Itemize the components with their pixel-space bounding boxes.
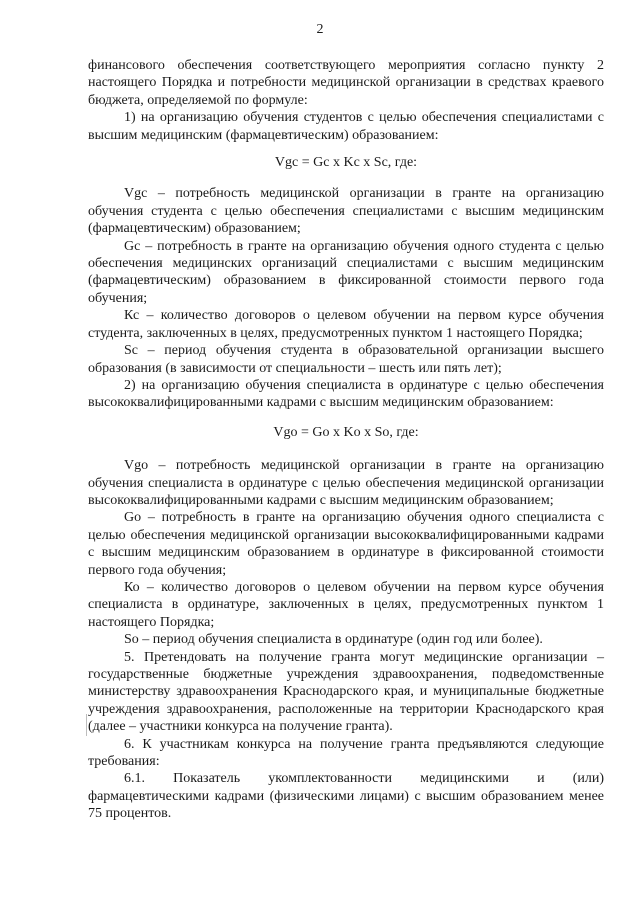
paragraph-item-2-residency: 2) на организацию обучения специалиста в ординатуре с целью обеспечения высококвалифицированными кадрами с высшим медицинским образованием:	[88, 377, 604, 411]
formula-vgo: Vgo = Go x Ko x So, где:	[273, 424, 419, 440]
definition-ko: Ко – количество договоров о целевом обучении на первом курсе обучения специалиста в ординатуре, заключенных в целях, предусмотренных пунктом 1 настоящего Порядка;	[88, 579, 604, 630]
clause-5-eligible-organizations: 5. Претендовать на получение гранта могут медицинские организации – государственные бюджетные учреждения здравоохранения, подведомственные министерству здравоохранения Краснодарского края, и муниципальные бюджетные учреждения здравоохранения, расположенные на территории Краснодарского края (далее – участники конкурса на получение гранта).	[88, 649, 604, 735]
definition-go: Go – потребность в гранте на организацию обучения одного специалиста с целью обеспечения медицинской организации высококвалифицированными кадрами с высшим медицинским образованием в ординатуре в фиксированной стоимости первого года обучения;	[88, 510, 604, 578]
definition-vgc: Vgc – потребность медицинской организации в гранте на организацию обучения студента с целью обеспечения специалистами с высшим медицинским (фармацевтическим) образованием;	[88, 186, 604, 237]
document-body	[88, 57, 604, 823]
formula-vgc: Vgc = Gc x Kc x Sc, где:	[274, 155, 418, 171]
scan-margin-mark	[86, 714, 87, 736]
clause-6-1-staffing-indicator: 6.1. Показатель укомплектованности медицинскими и (или) фармацевтическими кадрами (физическими лицами) с высшим образованием менее 75 процентов.	[88, 771, 604, 822]
definition-so: So – период обучения специалиста в ординатуре (один год или более).	[124, 632, 543, 648]
paragraph-item-1-students: 1) на организацию обучения студентов с целью обеспечения специалистами с высшим медицинским (фармацевтическим) образованием:	[88, 110, 604, 143]
paragraph-financing-intro: финансового обеспечения соответствующего мероприятия согласно пункту 2 настоящего Порядка и потребности медицинской организации в средствах краевого бюджета, определяемой по формуле:	[88, 58, 604, 108]
definition-gc: Gc – потребность в гранте на организацию обучения одного студента с целью обеспечения медицинских организаций специалистами с высшим медицинским (фармацевтическим) образованием в фиксированной стоимости первого года обучения;	[88, 238, 604, 306]
definition-sc: Sc – период обучения студента в образовательной организации высшего образования (в зависимости от специальности – шесть или пять лет);	[88, 343, 604, 376]
definition-kc: Кс – количество договоров о целевом обучении на первом курсе обучения студента, заключенных в целях, предусмотренных пунктом 1 настоящего Порядка;	[88, 308, 604, 341]
page-number: 2	[316, 22, 324, 37]
clause-6-requirements: 6. К участникам конкурса на получение гранта предъявляются следующие требования:	[88, 736, 604, 770]
definition-vgo: Vgo – потребность медицинской организации в гранте на организацию обучения специалиста в ординатуре с целью обеспечения медицинской организации высококвалифицированными кадрами с высшим медицинским образованием;	[88, 458, 604, 508]
